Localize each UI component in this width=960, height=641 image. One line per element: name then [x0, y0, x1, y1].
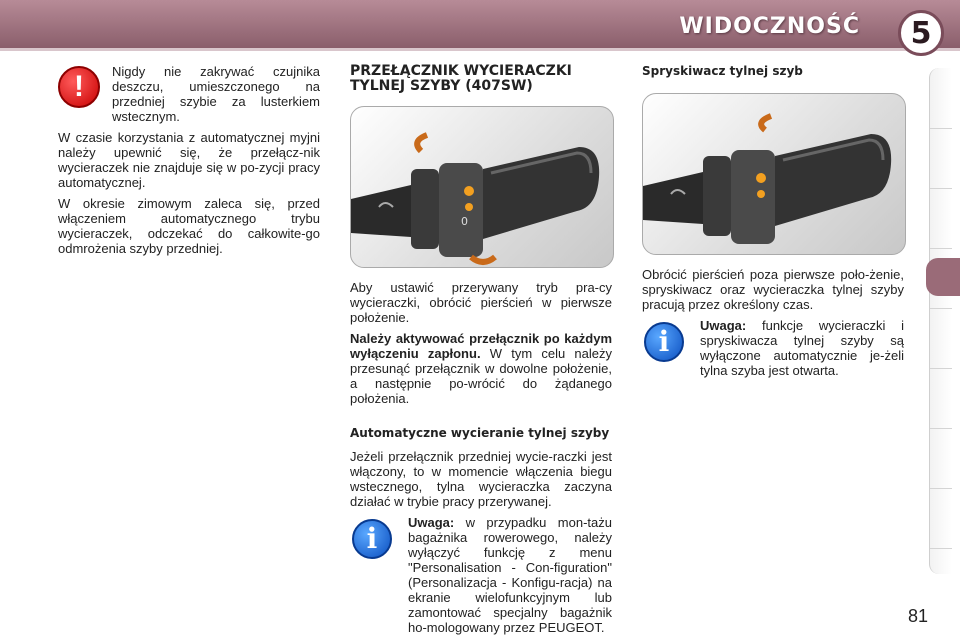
stalk-drawing: [643, 94, 905, 254]
info-note-text: [700, 318, 904, 378]
chapter-tab-strip: [929, 68, 952, 574]
section-heading: PRZEŁĄCZNIK WYCIERACZKI TYLNEJ SZYBY (407SW): [350, 63, 572, 94]
lead-rest: W tym celu należy przesunąć przełącznik w dowolne położenie, a następnie po-wrócić do żądanego położenia.: [350, 346, 612, 406]
info-note-text: [408, 515, 612, 635]
paragraph: W czasie korzystania z automatycznej myjni należy upewnić się, że przełącz-nik wycieraczek nie znajduje się w po-zycji pracy automatycznej.: [58, 130, 320, 190]
chapter-tab-divider: [930, 428, 952, 429]
subsection-heading: Automatyczne wycieranie tylnej szyby: [350, 426, 610, 440]
bold-lead: Należy aktywować przełącznik po każdym wyłączeniu zapłonu.: [350, 331, 612, 361]
stalk-drawing: [351, 107, 613, 267]
svg-text:0: 0: [461, 215, 468, 228]
info-icon: i: [352, 519, 392, 559]
chapter-tab-divider: [930, 308, 952, 309]
active-chapter-tab[interactable]: [926, 258, 960, 296]
header-divider: [0, 48, 960, 51]
chapter-tab-divider: [930, 248, 952, 249]
chapter-number-badge: 5: [898, 10, 944, 56]
paragraph: W okresie zimowym zaleca się, przed włączeniem automatycznego trybu wycieraczek, odczekać do całkowite-go odmrożenia szyby przedniej.: [58, 196, 320, 256]
chapter-title: WIDOCZNOŚĆ: [679, 14, 860, 39]
washer-stalk-illustration: [642, 93, 906, 255]
info-note-block: [642, 318, 904, 378]
chapter-tab-divider: [930, 488, 952, 489]
note-label: Uwaga:: [700, 318, 747, 333]
note-body: w przypadku mon-tażu bagażnika rowerowego, należy wyłączyć funkcję z menu "Personalisation - Con-figuration" (Personalizacja - Konfigu-racja) na ekranie wielofunkcyjnym lub zamontować specjalny bagażnik ho-mologowany przez PEUGEOT.: [408, 515, 612, 635]
section-heading: Spryskiwacz tylnej szyb: [642, 64, 803, 78]
chapter-tab-divider: [930, 128, 952, 129]
middle-column: [350, 64, 612, 641]
warning-icon: !: [58, 66, 100, 108]
warning-text: Nigdy nie zakrywać czujnika deszczu, umieszczonego na przedniej szybie za lusterkiem wstecznym.: [112, 64, 320, 124]
left-column: [58, 64, 320, 262]
wiper-stalk-illustration: [350, 106, 614, 268]
warning-block: [58, 64, 320, 124]
page-number: 81: [907, 606, 928, 626]
paragraph: Aby ustawić przerywany tryb pra-cy wycieraczki, obrócić pierścień w pierwsze położenie.: [350, 280, 612, 325]
paragraph: Obrócić pierścień poza pierwsze poło-żenie, spryskiwacz oraz wycieraczka tylnej szyby pracują przez określony czas.: [642, 267, 904, 312]
chapter-tab-divider: [930, 188, 952, 189]
right-column: [642, 64, 904, 384]
paragraph-bold-lead: [350, 331, 612, 406]
chapter-tab-divider: [930, 548, 952, 549]
info-note-block: [350, 515, 612, 635]
info-icon: i: [644, 322, 684, 362]
chapter-tab-divider: [930, 368, 952, 369]
paragraph: Jeżeli przełącznik przedniej wycie-raczki jest włączony, to w momencie włączenia biegu wstecznego, tylna wycieraczka zaczyna działać w trybie pracy przerywanej.: [350, 449, 612, 509]
note-label: Uwaga:: [408, 515, 455, 530]
note-body: funkcje wycieraczki i spryskiwacza tylnej szyby są wyłączone automatycznie je-żeli tylna szyba jest otwarta.: [700, 318, 904, 378]
